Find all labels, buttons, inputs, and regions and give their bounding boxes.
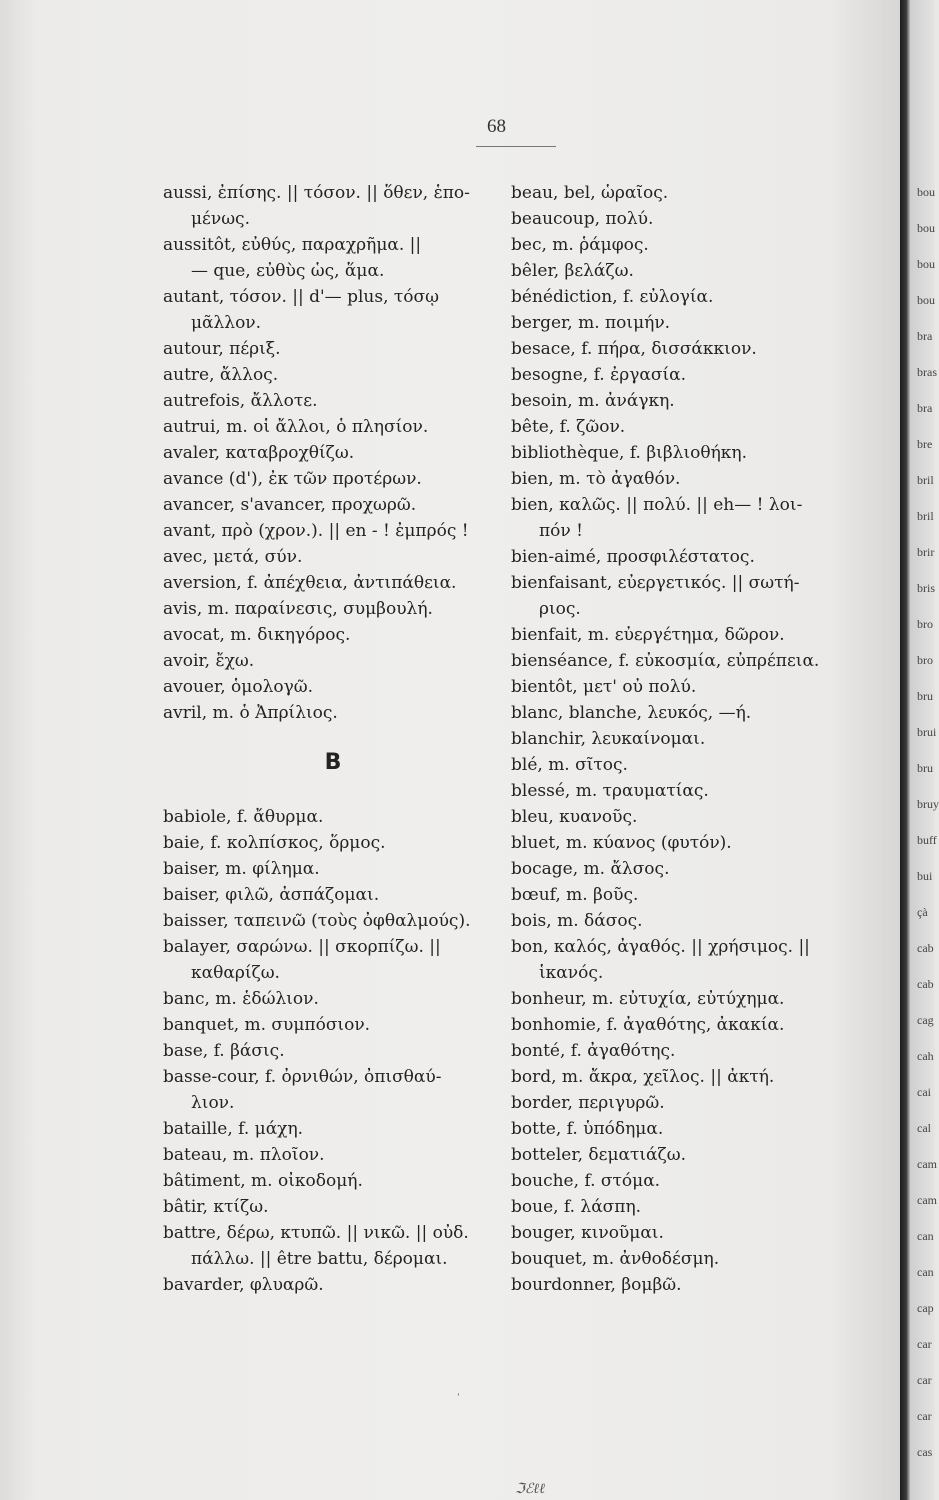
- entry-text: baiser, φιλῶ, ἀσπάζομαι.: [163, 885, 380, 905]
- entry-continuation: ριος.: [539, 599, 581, 619]
- edge-fragment: cas: [917, 1445, 933, 1459]
- dictionary-entry: [511, 648, 851, 674]
- entry-text: bouger, κινοῦμαι.: [511, 1223, 664, 1243]
- entry-text: bœuf, m. βοῦς.: [511, 885, 639, 905]
- dictionary-entry: [511, 1064, 851, 1090]
- entry-text: botte, f. ὑπόδημα.: [511, 1119, 664, 1139]
- entries-a: [163, 180, 503, 726]
- entry-text: baie, f. κολπίσκος, ὅρμος.: [163, 833, 386, 853]
- entry-text: autant, τόσον. || d'— plus, τόσῳ: [163, 287, 439, 307]
- dictionary-entry: [511, 1038, 851, 1064]
- entry-text: blessé, m. τραυματίας.: [511, 781, 709, 801]
- dictionary-entry: [163, 466, 503, 492]
- dictionary-entry: [163, 336, 503, 362]
- dictionary-entry: [511, 700, 851, 726]
- entry-text: bavarder, φλυαρῶ.: [163, 1275, 324, 1295]
- edge-fragment: bou: [917, 221, 935, 235]
- edge-fragment: buff: [917, 833, 937, 847]
- edge-fragment: car: [917, 1373, 932, 1387]
- edge-fragment: cab: [917, 941, 934, 955]
- dictionary-entry: [511, 466, 851, 492]
- dictionary-entry: [511, 310, 851, 336]
- dictionary-entry: [163, 414, 503, 440]
- entry-text: besace, f. πήρα, δισσάκκιον.: [511, 339, 757, 359]
- entry-continuation: πάλλω. || être battu, δέρομαι.: [191, 1249, 448, 1269]
- dictionary-entry: [511, 986, 851, 1012]
- dictionary-entry: [511, 804, 851, 830]
- dictionary-entry: [511, 1090, 851, 1116]
- edge-fragment: brir: [917, 545, 935, 559]
- dictionary-entry: [163, 518, 503, 544]
- dictionary-entry: [511, 362, 851, 388]
- edge-fragment: car: [917, 1337, 932, 1351]
- entry-text: battre, δέρω, κτυπῶ. || νικῶ. || οὐδ.: [163, 1223, 469, 1243]
- stray-mark: ˈ: [456, 1392, 461, 1407]
- entry-text: avocat, m. δικηγόρος.: [163, 625, 351, 645]
- entry-text: beaucoup, πολύ.: [511, 209, 654, 229]
- entry-text: avance (d'), ἐκ τῶν προτέρων.: [163, 469, 422, 489]
- dictionary-entry: [163, 440, 503, 466]
- entry-text: blé, m. σῖτος.: [511, 755, 628, 775]
- dictionary-entry: [511, 726, 851, 752]
- edge-fragment: cab: [917, 977, 934, 991]
- dictionary-entry: [163, 934, 503, 986]
- entry-text: baiser, m. φίλημα.: [163, 859, 320, 879]
- entry-text: autrui, m. οἱ ἄλλοι, ὁ πλησίον.: [163, 417, 429, 437]
- dictionary-entry: [163, 830, 503, 856]
- entry-text: avancer, s'avancer, προχωρῶ.: [163, 495, 417, 515]
- edge-fragment: bro: [917, 617, 933, 631]
- dictionary-entry: [511, 856, 851, 882]
- dictionary-entry: [163, 596, 503, 622]
- entry-text: border, περιγυρῶ.: [511, 1093, 665, 1113]
- dictionary-entry: [511, 570, 851, 622]
- dictionary-entry: [511, 492, 851, 544]
- entry-continuation: — que, εὐθὺς ὡς, ἅμα.: [191, 261, 385, 281]
- entry-continuation: καθαρίζω.: [191, 963, 280, 983]
- edge-fragment: cai: [917, 1085, 931, 1099]
- entry-text: babiole, f. ἄθυρμα.: [163, 807, 324, 827]
- page-number: 68: [487, 116, 506, 137]
- entry-text: avec, μετά, σύν.: [163, 547, 303, 567]
- entry-text: blanc, blanche, λευκός, —ή.: [511, 703, 752, 723]
- entry-continuation: πόν !: [539, 521, 583, 541]
- dictionary-entry: [163, 1272, 503, 1298]
- entry-text: base, f. βάσις.: [163, 1041, 285, 1061]
- entry-text: bouquet, m. ἀνθοδέσμη.: [511, 1249, 720, 1269]
- dictionary-entry: [163, 544, 503, 570]
- edge-fragment: bras: [917, 365, 937, 379]
- entry-text: bienfait, m. εὐεργέτημα, δῶρον.: [511, 625, 785, 645]
- entry-text: autre, ἄλλος.: [163, 365, 279, 385]
- entry-text: bienfaisant, εὐεργετικός. || σωτή-: [511, 573, 800, 593]
- edge-fragment: can: [917, 1265, 934, 1279]
- dictionary-entry: [163, 284, 503, 336]
- edge-fragment: bruy: [917, 797, 939, 811]
- edge-fragment: bui: [917, 869, 933, 883]
- footer-mark: ℑℰℓℓ: [515, 1482, 545, 1497]
- dictionary-entry: [163, 648, 503, 674]
- edge-fragment: cah: [917, 1049, 934, 1063]
- entry-text: blanchir, λευκαίνομαι.: [511, 729, 706, 749]
- entry-text: basse-cour, f. ὀρνιθών, ὀπισθαύ-: [163, 1067, 442, 1087]
- dictionary-entry: [511, 284, 851, 310]
- edge-fragment: bou: [917, 185, 935, 199]
- dictionary-entry: [511, 908, 851, 934]
- edge-fragment: bris: [917, 581, 935, 595]
- letter-heading: B: [324, 750, 342, 775]
- dictionary-entry: [511, 1194, 851, 1220]
- entry-text: aversion, f. ἀπέχθεια, ἀντιπάθεια.: [163, 573, 457, 593]
- edge-fragment: cam: [917, 1193, 937, 1207]
- entries-right: [511, 180, 851, 1298]
- edge-fragment: bou: [917, 257, 935, 271]
- entry-text: bientôt, μετ' οὐ πολύ.: [511, 677, 697, 697]
- entry-text: balayer, σαρώνω. || σκορπίζω. ||: [163, 937, 441, 957]
- entry-text: avouer, ὁμολογῶ.: [163, 677, 314, 697]
- entry-text: bateau, m. πλοῖον.: [163, 1145, 325, 1165]
- dictionary-entry: [511, 544, 851, 570]
- dictionary-entry: [511, 674, 851, 700]
- dictionary-entry: [163, 1142, 503, 1168]
- dictionary-entry: [163, 362, 503, 388]
- entry-text: aussi, ἐπίσης. || τόσον. || ὅθεν, ἑπο-: [163, 183, 470, 203]
- entry-text: bonté, f. ἀγαθότης.: [511, 1041, 676, 1061]
- entry-text: avril, m. ὁ Ἀπρίλιος.: [163, 703, 338, 723]
- edge-fragment: car: [917, 1409, 932, 1423]
- entry-text: bord, m. ἄκρα, χεῖλος. || ἀκτή.: [511, 1067, 775, 1087]
- entry-text: bien-aimé, προσφιλέστατος.: [511, 547, 755, 567]
- entry-continuation: λιον.: [191, 1093, 235, 1113]
- edge-fragment: cag: [917, 1013, 934, 1027]
- dictionary-entry: [511, 882, 851, 908]
- dictionary-entry: [511, 336, 851, 362]
- dictionary-entry: [163, 570, 503, 596]
- dictionary-entry: [163, 180, 503, 232]
- dictionary-entry: [511, 1272, 851, 1298]
- dictionary-entry: [511, 622, 851, 648]
- dictionary-entry: [511, 258, 851, 284]
- dictionary-entry: [511, 778, 851, 804]
- dictionary-entry: [511, 232, 851, 258]
- entry-text: besoin, m. ἀνάγκη.: [511, 391, 675, 411]
- edge-fragment: çà: [917, 905, 928, 919]
- dictionary-entry: [511, 830, 851, 856]
- dictionary-entry: [163, 856, 503, 882]
- entry-text: autour, πέριξ.: [163, 339, 281, 359]
- entry-text: bonheur, m. εὐτυχία, εὐτύχημα.: [511, 989, 785, 1009]
- dictionary-entry: [163, 388, 503, 414]
- entry-text: bête, f. ζῶον.: [511, 417, 626, 437]
- edge-fragment: bra: [917, 401, 933, 415]
- edge-fragment: cap: [917, 1301, 934, 1315]
- entry-text: bocage, m. ἄλσος.: [511, 859, 670, 879]
- edge-fragment: bru: [917, 761, 933, 775]
- edge-fragment: bril: [917, 473, 934, 487]
- dictionary-entry: [511, 1012, 851, 1038]
- edge-fragment: cam: [917, 1157, 937, 1171]
- entry-text: bon, καλός, ἀγαθός. || χρήσιμος. ||: [511, 937, 810, 957]
- header-rule: [476, 146, 556, 147]
- dictionary-entry: [163, 674, 503, 700]
- dictionary-entry: [163, 804, 503, 830]
- entry-text: bouche, f. στόμα.: [511, 1171, 661, 1191]
- dictionary-entry: [511, 752, 851, 778]
- dictionary-entry: [163, 1064, 503, 1116]
- dictionary-entry: [511, 934, 851, 986]
- entry-text: avaler, καταβροχθίζω.: [163, 443, 355, 463]
- dictionary-entry: [511, 1220, 851, 1246]
- edge-fragment: bro: [917, 653, 933, 667]
- entry-text: bien, καλῶς. || πολύ. || eh— ! λοι-: [511, 495, 803, 515]
- entry-text: bénédiction, f. εὐλογία.: [511, 287, 714, 307]
- entry-continuation: μᾶλλον.: [191, 313, 262, 333]
- dictionary-entry: [511, 414, 851, 440]
- dictionary-entry: [511, 1116, 851, 1142]
- edge-fragment: cal: [917, 1121, 931, 1135]
- dictionary-entry: [511, 180, 851, 206]
- entry-text: bâtiment, m. οἰκοδομή.: [163, 1171, 363, 1191]
- dictionary-entry: [511, 1142, 851, 1168]
- entry-text: avis, m. παραίνεσις, συμβουλή.: [163, 599, 433, 619]
- entry-text: boue, f. λάσπη.: [511, 1197, 642, 1217]
- entry-continuation: μένως.: [191, 209, 250, 229]
- entry-text: bois, m. δάσος.: [511, 911, 643, 931]
- entries-b: [163, 804, 503, 1298]
- dictionary-entry: [163, 986, 503, 1012]
- entry-text: bien, m. τὸ ἀγαθόν.: [511, 469, 681, 489]
- entry-text: bluet, m. κύανος (φυτόν).: [511, 833, 732, 853]
- entry-text: bonhomie, f. ἀγαθότης, ἀκακία.: [511, 1015, 785, 1035]
- entry-text: bec, m. ῥάμφος.: [511, 235, 649, 255]
- entry-text: bourdonner, βομβῶ.: [511, 1275, 682, 1295]
- facing-page-edge: [900, 0, 939, 1500]
- dictionary-entry: [163, 232, 503, 284]
- edge-fragment: bra: [917, 329, 933, 343]
- dictionary-entry: [163, 1220, 503, 1272]
- entry-text: bienséance, f. εὐκοσμία, εὐπρέπεια.: [511, 651, 820, 671]
- entry-text: bleu, κυανοῦς.: [511, 807, 638, 827]
- dictionary-entry: [511, 1246, 851, 1272]
- entry-text: berger, m. ποιμήν.: [511, 313, 671, 333]
- entry-text: besogne, f. ἐργασία.: [511, 365, 687, 385]
- entry-text: beau, bel, ὡραῖος.: [511, 183, 669, 203]
- entry-text: avoir, ἔχω.: [163, 651, 255, 671]
- entry-text: autrefois, ἄλλοτε.: [163, 391, 318, 411]
- entry-text: avant, πρὸ (χρον.). || en - ! ἐμπρός !: [163, 521, 469, 541]
- dictionary-entry: [163, 1012, 503, 1038]
- entry-text: banc, m. ἑδώλιον.: [163, 989, 319, 1009]
- entry-text: banquet, m. συμπόσιον.: [163, 1015, 371, 1035]
- entry-text: aussitôt, εὐθύς, παραχρῆμα. ||: [163, 235, 422, 255]
- entry-continuation: ἱκανός.: [539, 963, 604, 983]
- dictionary-entry: [163, 1168, 503, 1194]
- dictionary-entry: [511, 206, 851, 232]
- dictionary-entry: [163, 908, 503, 934]
- left-column: [163, 180, 503, 1298]
- dictionary-entry: [163, 622, 503, 648]
- entry-text: botteler, δεματιάζω.: [511, 1145, 687, 1165]
- right-column: [511, 180, 851, 1298]
- dictionary-entry: [511, 1168, 851, 1194]
- edge-fragment: bre: [917, 437, 933, 451]
- edge-fragment: bril: [917, 509, 934, 523]
- dictionary-entry: [511, 440, 851, 466]
- entry-text: baisser, ταπεινῶ (τοὺς ὀφθαλμούς).: [163, 911, 471, 931]
- edge-fragment: bru: [917, 689, 933, 703]
- dictionary-entry: [163, 1038, 503, 1064]
- edge-fragment: brui: [917, 725, 937, 739]
- edge-fragment: can: [917, 1229, 934, 1243]
- dictionary-entry: [163, 700, 503, 726]
- dictionary-entry: [163, 492, 503, 518]
- dictionary-entry: [163, 1194, 503, 1220]
- dictionary-entry: [511, 388, 851, 414]
- entry-text: bataille, f. μάχη.: [163, 1119, 304, 1139]
- dictionary-entry: [163, 882, 503, 908]
- entry-text: bâtir, κτίζω.: [163, 1197, 269, 1217]
- entry-text: bêler, βελάζω.: [511, 261, 634, 281]
- edge-fragment: bou: [917, 293, 935, 307]
- entry-text: bibliothèque, f. βιβλιοθήκη.: [511, 443, 747, 463]
- dictionary-entry: [163, 1116, 503, 1142]
